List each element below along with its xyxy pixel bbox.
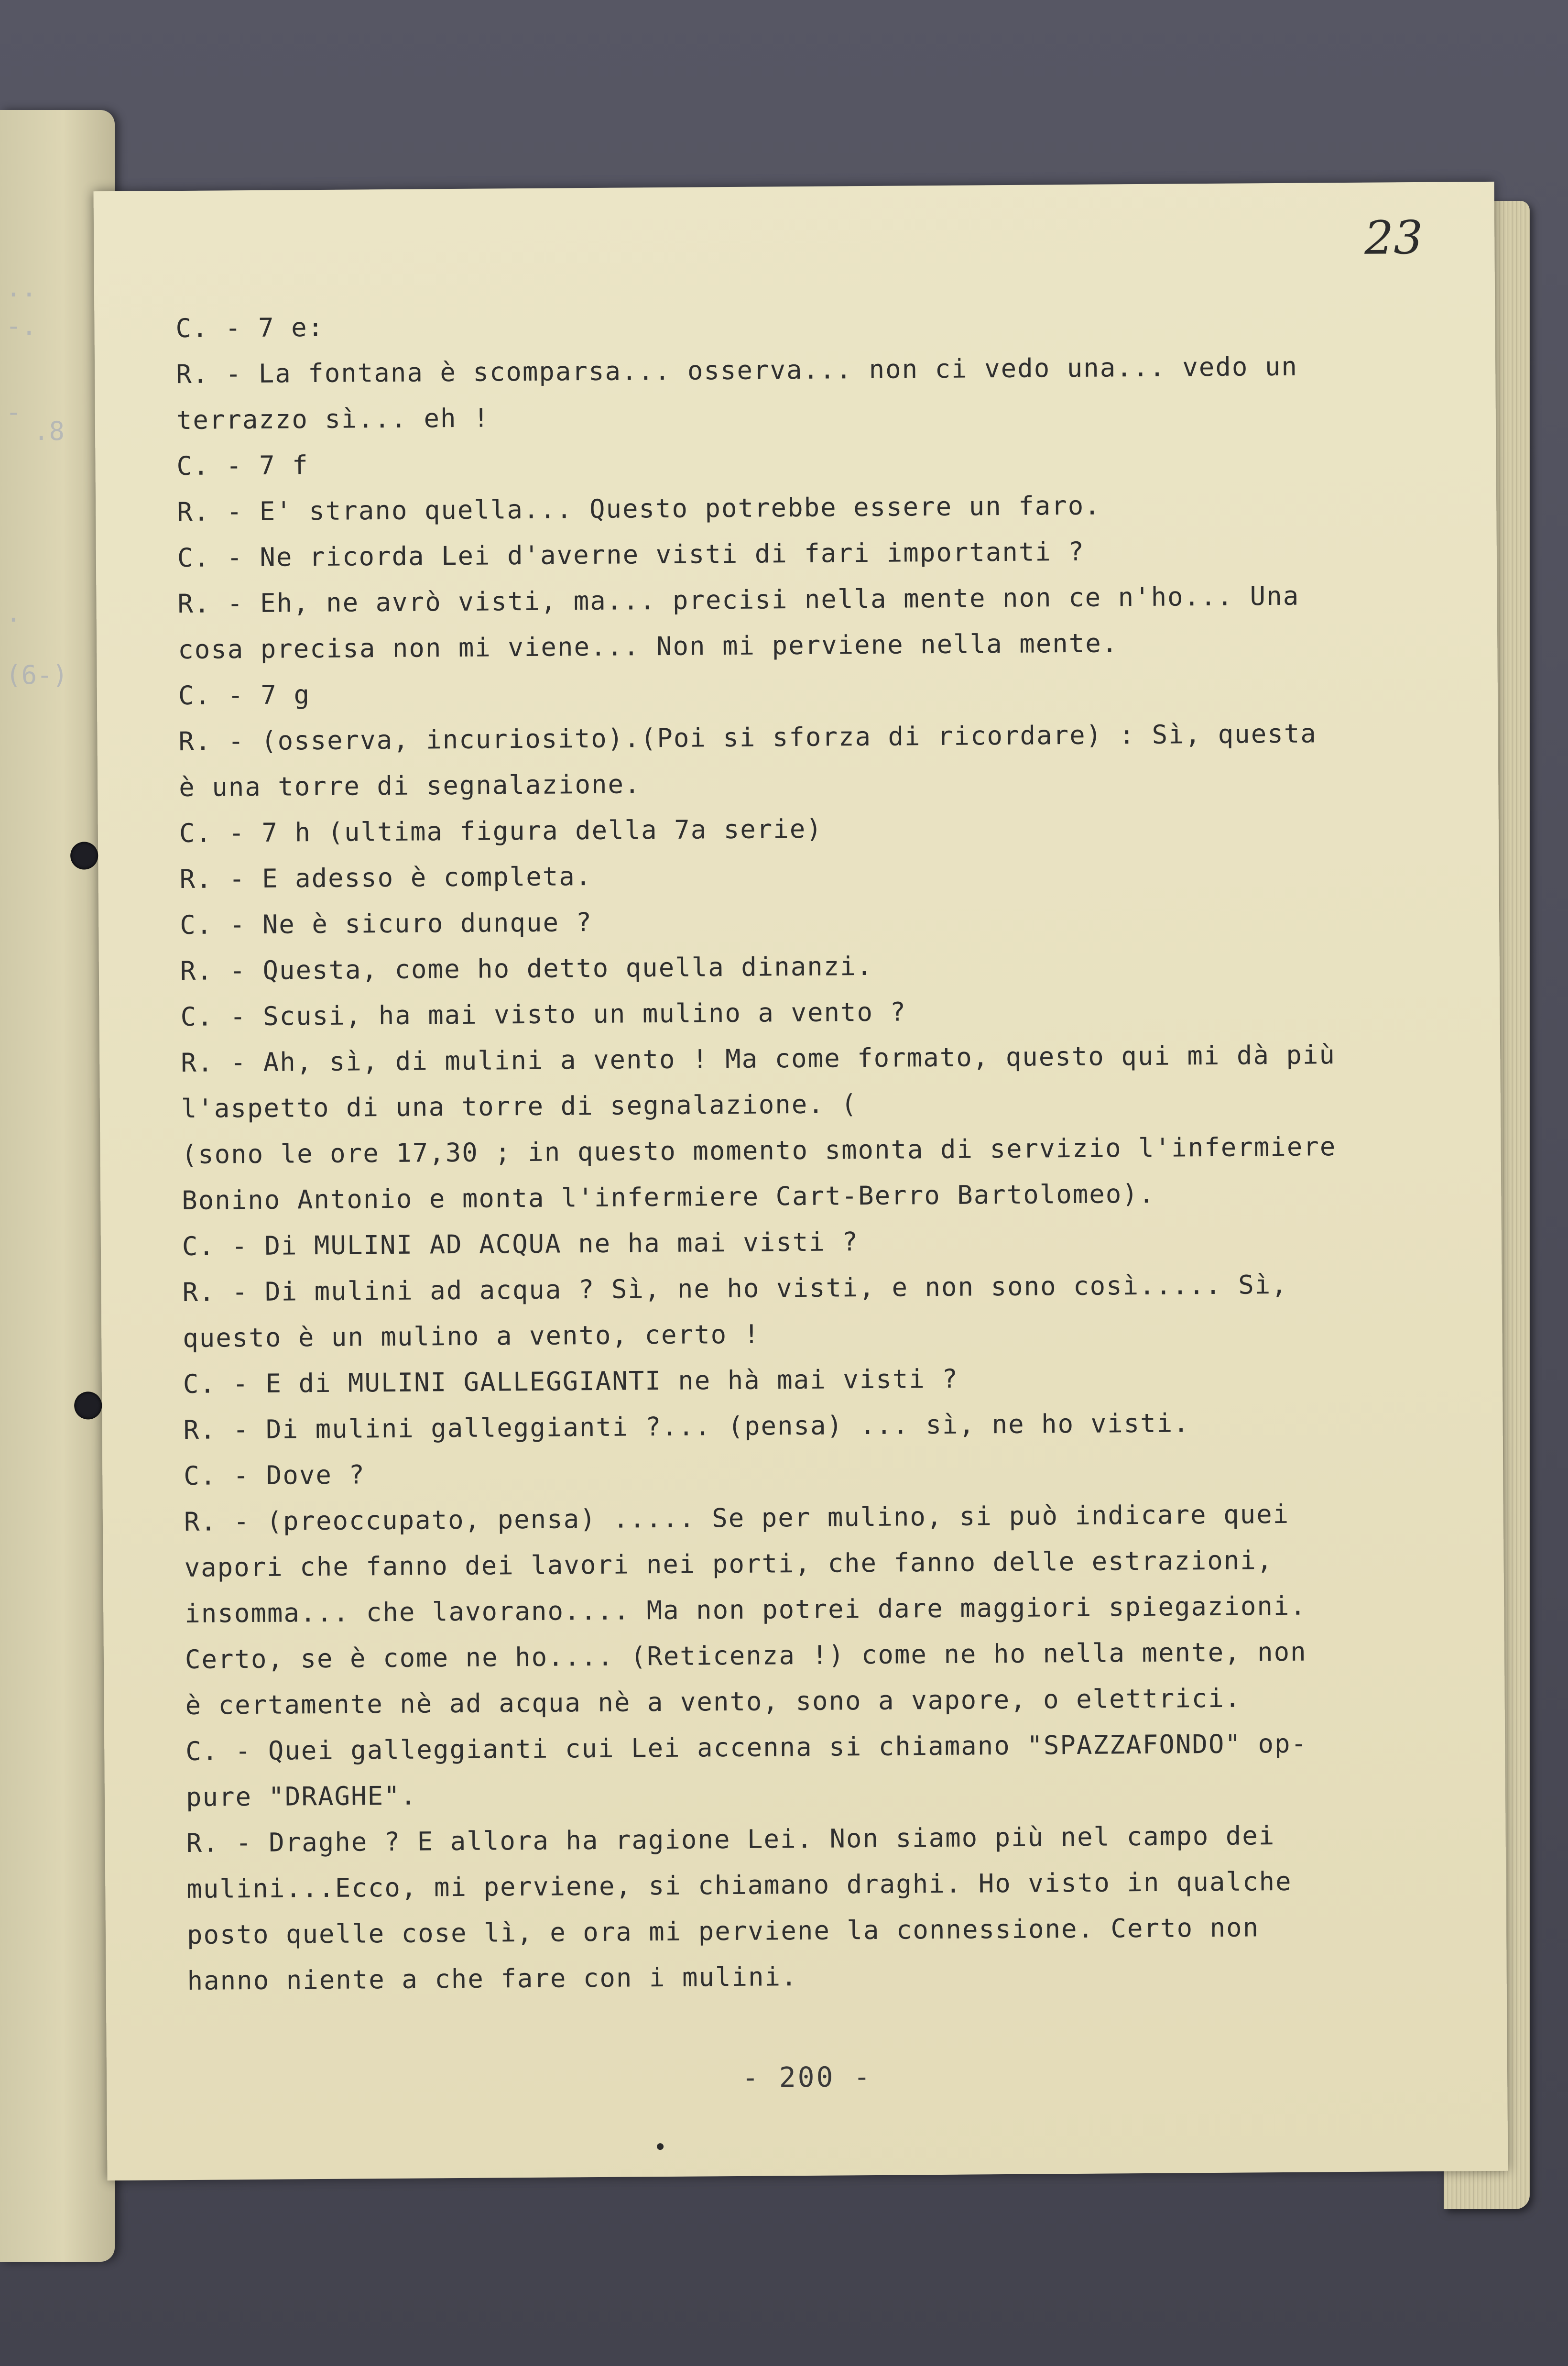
typewritten-page (94, 182, 1508, 2180)
left-page-fragment: - (6, 397, 22, 427)
text-line: C. - 7 h (ultima figura della 7a serie) (179, 813, 823, 849)
handwritten-page-number: 23 (1364, 210, 1423, 265)
text-line: l'aspetto di una torre di segnalazione. ( (181, 1089, 858, 1124)
text-line: C. - 7 f (176, 450, 309, 482)
text-line: C. - 7 g (178, 679, 311, 711)
text-line: insomma... che lavorano.... Ma non potrei dare maggiori spiegazioni. (185, 1590, 1307, 1629)
text-line: R. - (preoccupato, pensa) ..... Se per mulino, si può indicare quei (184, 1499, 1290, 1537)
text-line: R. - Questa, come ho detto quella dinanzi. (180, 951, 873, 986)
left-page-fragment: .. (6, 273, 37, 303)
text-line: R. - E' strano quella... Questo potrebbe essere un faro. (176, 490, 1101, 527)
text-line: (sono le ore 17,30 ; in questo momento smonta di servizio l'infermiere (181, 1131, 1337, 1170)
text-line: R. - Ah, sì, di mulini a vento ! Ma come formato, questo qui mi dà più (181, 1040, 1336, 1078)
text-line: è una torre di segnalazione. (178, 769, 641, 803)
left-page-fragment: -. (6, 311, 37, 341)
ink-speck (657, 2143, 664, 2150)
text-line: cosa precisa non mi viene... Non mi perviene nella mente. (177, 628, 1119, 665)
text-line: hanno niente a che fare con i mulini. (187, 1961, 798, 1996)
text-line: terrazzo sì... eh ! (176, 403, 490, 436)
footer-page-number: - 200 - (741, 2060, 872, 2094)
left-page-fragment: (6-) (6, 660, 68, 690)
text-line: R. - Draghe ? E allora ha ragione Lei. Non siamo più nel campo dei (186, 1820, 1275, 1859)
text-line: posto quelle cose lì, e ora mi perviene la connessione. Certo non (186, 1912, 1260, 1950)
left-page-fragment: .8 (33, 416, 65, 446)
text-line: C. - Quei galleggianti cui Lei accenna si chiamano "SPAZZAFONDO" op- (185, 1728, 1308, 1767)
text-line: C. - E di MULINI GALLEGGIANTI ne hà mai visti ? (183, 1363, 959, 1400)
text-line: C. - Ne ricorda Lei d'averne visti di fari importanti ? (177, 536, 1085, 573)
text-line: Certo, se è come ne ho.... (Reticenza !) come ne ho nella mente, non (185, 1636, 1307, 1675)
text-line: R. - (osserva, incuriosito).(Poi si sforza di ricordare) : Sì, questa (178, 718, 1317, 757)
text-line: C. - 7 e: (175, 312, 325, 344)
left-page-fragment: . (6, 598, 22, 628)
text-line: R. - Di mulini ad acqua ? Sì, ne ho visti, e non sono così..... Sì, (182, 1269, 1288, 1308)
text-line: è certamente nè ad acqua nè a vento, sono a vapore, o elettrici. (185, 1683, 1241, 1721)
punch-hole (70, 842, 98, 869)
text-line: R. - Di mulini galleggianti ?... (pensa) ... sì, ne ho visti. (183, 1408, 1190, 1446)
transcript-text (175, 296, 1469, 2004)
text-line: C. - Dove ? (184, 1459, 366, 1491)
text-line: R. - La fontana è scomparsa... osserva... non ci vedo una... vedo un (175, 351, 1298, 390)
text-line: C. - Di MULINI AD ACQUA ne ha mai visti ? (182, 1227, 859, 1262)
text-line: questo è un mulino a vento, certo ! (183, 1319, 761, 1354)
text-line: vapori che fanno dei lavori nei porti, che fanno delle estrazioni, (184, 1545, 1274, 1583)
text-line: R. - E adesso è completa. (179, 861, 592, 895)
text-line: pure "DRAGHE". (185, 1780, 417, 1813)
text-line: C. - Ne è sicuro dunque ? (180, 907, 593, 941)
punch-hole (74, 1391, 102, 1419)
text-line: C. - Scusi, ha mai visto un mulino a vento ? (180, 997, 907, 1032)
text-line: Bonino Antonio e monta l'infermiere Cart-Berro Bartolomeo). (182, 1178, 1155, 1216)
text-line: R. - Eh, ne avrò visti, ma... precisi nella mente non ce n'ho... Una (177, 581, 1300, 619)
text-line: mulini...Ecco, mi perviene, si chiamano draghi. Ho visto in qualche (186, 1866, 1292, 1905)
